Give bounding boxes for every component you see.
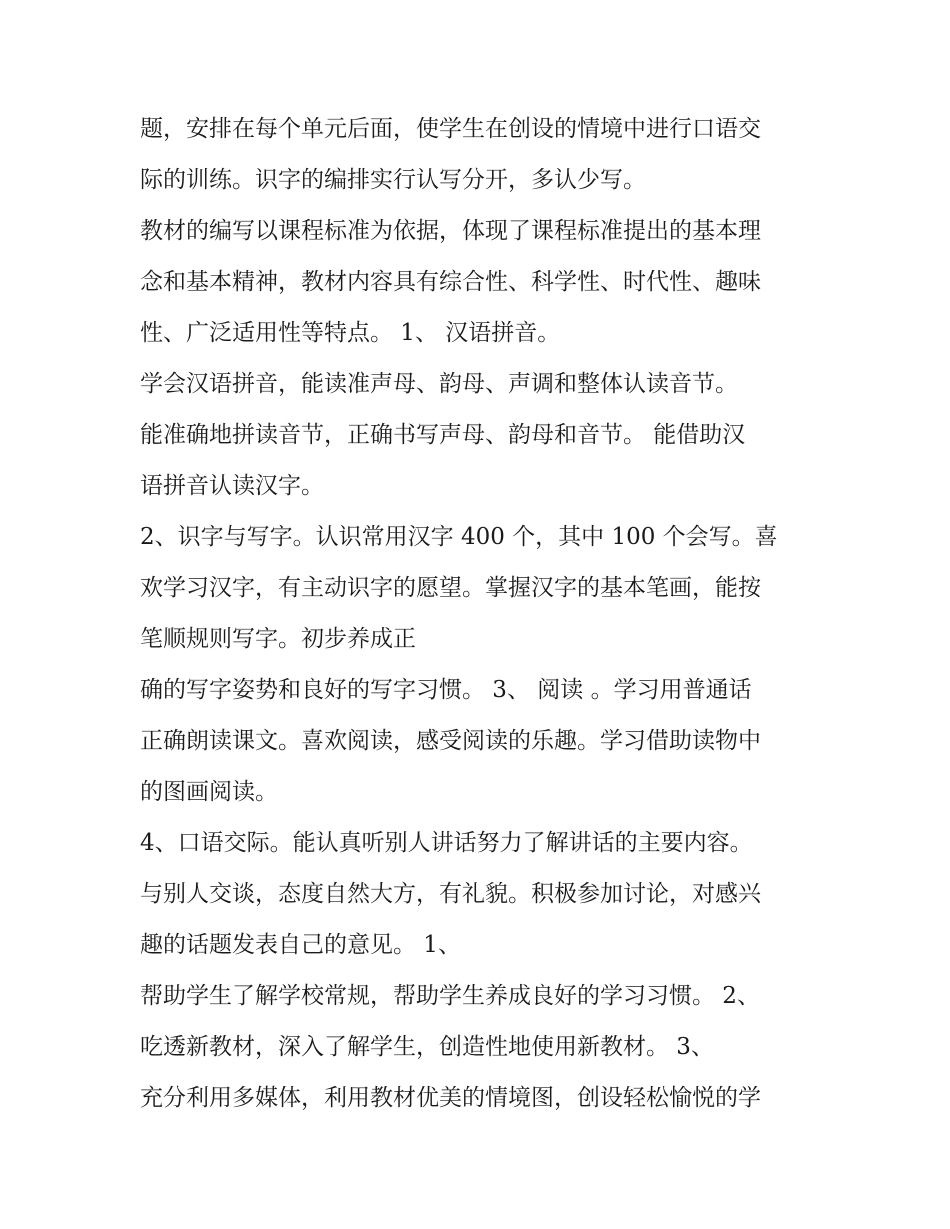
text-line: 学会汉语拼音，能读准声母、韵母、声调和整体认读音节。: [140, 371, 738, 397]
text-line: 确的写字姿势和良好的写字习惯。 3、 阅读 。学习用普通话: [140, 677, 752, 703]
text-line: 语拼音认读汉字。: [140, 473, 324, 499]
text-line: 性、广泛适用性等特点。 1、 汉语拼音。: [140, 320, 561, 346]
text-line: 题，安排在每个单元后面，使学生在创设的情境中进行口语交: [140, 116, 761, 142]
text-line: 帮助学生了解学校常规，帮助学生养成良好的学习习惯。 2、: [140, 983, 760, 1009]
text-line: 教材的编写以课程标准为依据，体现了课程标准提出的基本理: [140, 218, 761, 244]
text-line: 念和基本精神，教材内容具有综合性、科学性、时代性、趣味: [140, 269, 761, 295]
text-line: 2、识字与写字。认识常用汉字 400 个，其中 100 个会写。喜: [140, 524, 778, 550]
text-line: 笔顺规则写字。初步养成正: [140, 626, 416, 652]
text-line: 吃透新教材，深入了解学生，创造性地使用新教材。 3、: [140, 1034, 714, 1060]
text-line: 正确朗读课文。喜欢阅读，感受阅读的乐趣。学习借助读物中: [140, 728, 761, 754]
text-line: 4、口语交际。能认真听别人讲话努力了解讲话的主要内容。: [140, 830, 753, 856]
text-line: 际的训练。识字的编排实行认写分开，多认少写。: [140, 167, 646, 193]
text-line: 与别人交谈，态度自然大方，有礼貌。积极参加讨论，对感兴: [140, 881, 761, 907]
text-line: 欢学习汉字，有主动识字的愿望。掌握汉字的基本笔画，能按: [140, 575, 761, 601]
text-line: 趣的话题发表自己的意见。 1、: [140, 932, 461, 958]
text-line: 能准确地拼读音节，正确书写声母、韵母和音节。 能借助汉: [140, 422, 746, 448]
text-line: 充分利用多媒体，利用教材优美的情境图，创设轻松愉悦的学: [140, 1085, 761, 1111]
text-line: 的图画阅读。: [140, 779, 278, 805]
text-body: [140, 104, 830, 1124]
